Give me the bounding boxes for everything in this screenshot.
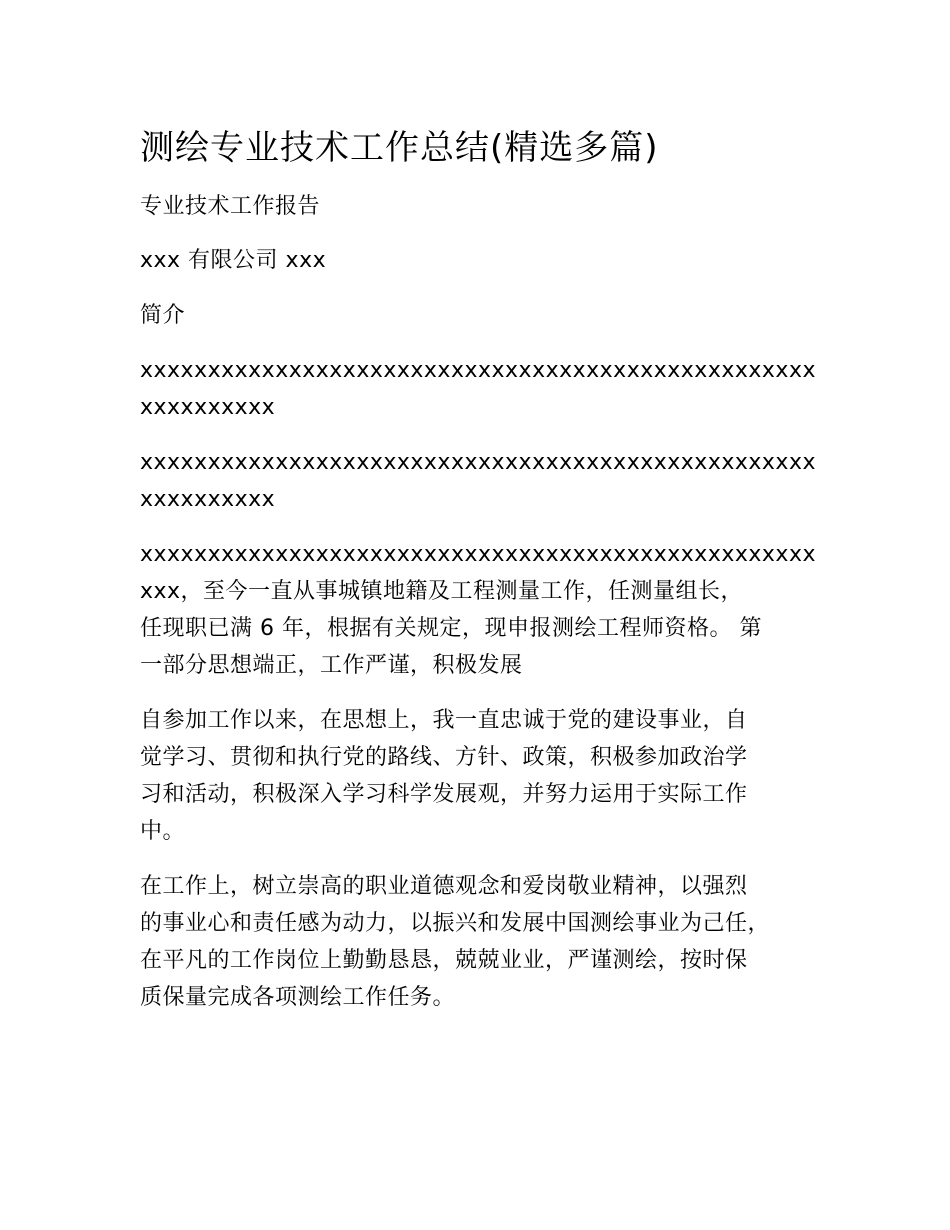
text-line: 中。	[140, 819, 186, 844]
text-line: 任现职已满 6 年，根据有关规定，现申报测绘工程师资格。 第	[140, 616, 762, 641]
text-line: 一部分思想端正，工作严谨，积极发展	[140, 653, 523, 678]
text-line: xxxxxxxxxxxxxxxxxxxxxxxxxxxxxxxxxxxxxxxxxxxxxxxxxx	[140, 358, 816, 383]
intro-paragraph	[140, 536, 816, 684]
company-line: xxx 有限公司 xxx	[140, 248, 327, 273]
text-line: xxx，至今一直从事城镇地籍及工程测量工作，任测量组长，	[140, 579, 744, 604]
text-line: xxxxxxxxxx	[140, 487, 276, 512]
text-line: 觉学习、贯彻和执行党的路线、方针、政策，积极参加政治学	[140, 745, 748, 770]
text-line: 质保量完成各项测绘工作任务。	[140, 985, 456, 1010]
document-page	[140, 120, 816, 1016]
placeholder-paragraph-1	[140, 352, 816, 426]
report-subtitle: 专业技术工作报告	[140, 194, 321, 219]
document-title: 测绘专业技术工作总结(精选多篇)	[140, 128, 659, 168]
section-heading-intro: 简介	[140, 303, 186, 328]
placeholder-paragraph-2	[140, 444, 816, 518]
text-line: xxxxxxxxxx	[140, 395, 276, 420]
text-line: 在平凡的工作岗位上勤勤恳恳，兢兢业业，严谨测绘，按时保	[140, 948, 748, 973]
text-line: 的事业心和责任感为动力，以振兴和发展中国测绘事业为己任，	[140, 911, 771, 936]
body-paragraph-2	[140, 868, 812, 1016]
text-line: 自参加工作以来，在思想上，我一直忠诚于党的建设事业，自	[140, 708, 748, 733]
text-line: 在工作上，树立崇高的职业道德观念和爱岗敬业精神，以强烈	[140, 874, 748, 899]
text-line: xxxxxxxxxxxxxxxxxxxxxxxxxxxxxxxxxxxxxxxxxxxxxxxxxx	[140, 450, 816, 475]
text-line: 习和活动，积极深入学习科学发展观，并努力运用于实际工作	[140, 782, 748, 807]
text-line: xxxxxxxxxxxxxxxxxxxxxxxxxxxxxxxxxxxxxxxxxxxxxxxxxx	[140, 542, 816, 567]
body-paragraph-1	[140, 702, 812, 850]
